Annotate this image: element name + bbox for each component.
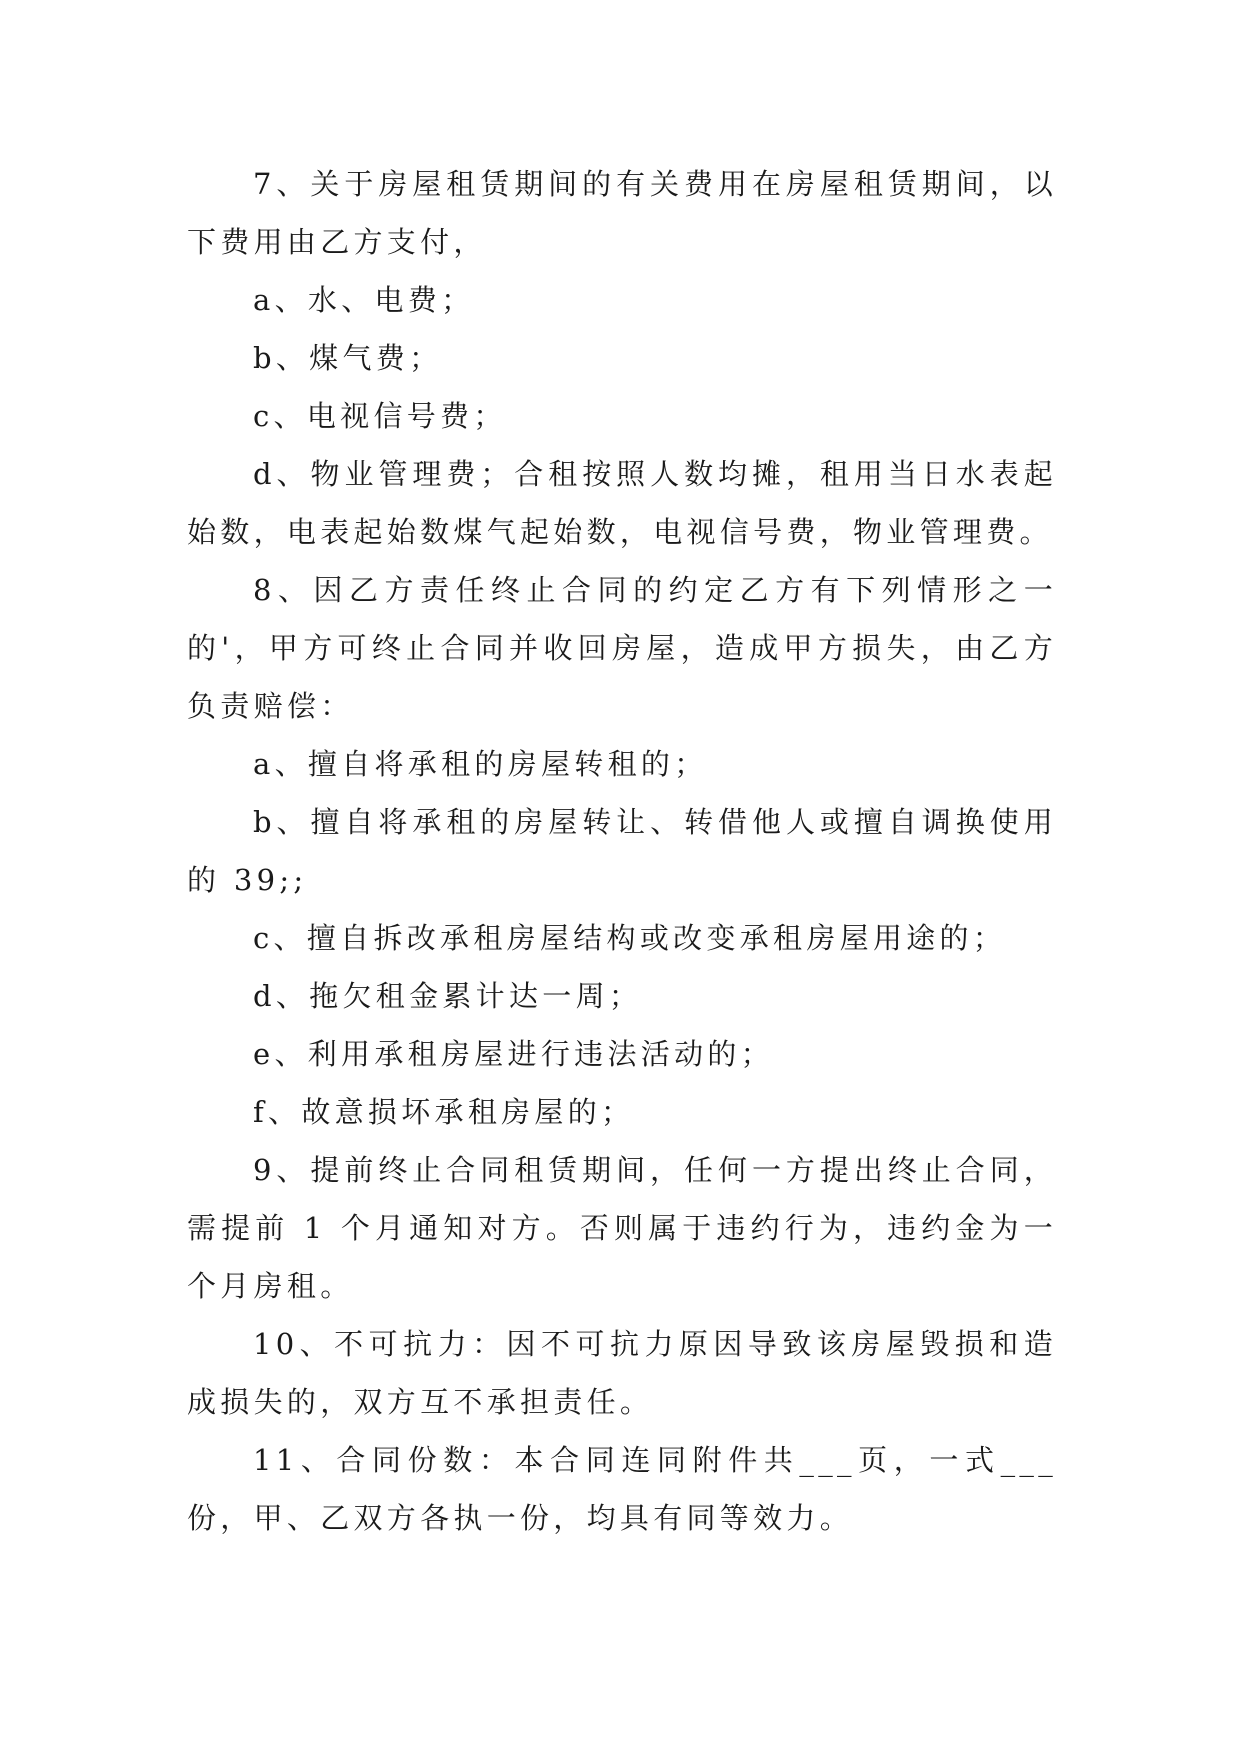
clause-8-termination: 8、因乙方责任终止合同的约定乙方有下列情形之一的'，甲方可终止合同并收回房屋，造成甲方损失，由乙方负责赔偿： xyxy=(187,573,1057,723)
contract-body xyxy=(187,155,1057,1547)
clause-8-item-a: a、擅自将承租的房屋转租的； xyxy=(253,747,708,781)
clause-7-fees: 7、关于房屋租赁期间的有关费用在房屋租赁期间，以下费用由乙方支付， xyxy=(187,167,1057,259)
clause-8-item-f: f、故意损坏承租房屋的； xyxy=(253,1095,635,1129)
clause-10-force-majeure: 10、不可抗力：因不可抗力原因导致该房屋毁损和造成损失的，双方互不承担责任。 xyxy=(187,1327,1057,1419)
clause-8-item-b: b、擅自将承租的房屋转让、转借他人或擅自调换使用的 39;; xyxy=(187,805,1057,897)
clause-7-item-c: c、电视信号费； xyxy=(253,399,507,433)
clause-7-item-d: d、物业管理费；合租按照人数均摊，租用当日水表起始数，电表起始数煤气起始数，电视信号费，物业管理费。 xyxy=(187,457,1057,549)
clause-8-item-d: d、拖欠租金累计达一周； xyxy=(253,979,643,1013)
clause-8-item-e: e、利用承租房屋进行违法活动的； xyxy=(253,1037,774,1071)
clause-7-item-b: b、煤气费； xyxy=(253,341,443,375)
clause-8-item-c: c、擅自拆改承租房屋结构或改变承租房屋用途的； xyxy=(253,921,1007,955)
clause-7-item-a: a、水、电费； xyxy=(253,283,475,317)
clause-11-copies: 11、合同份数：本合同连同附件共___页，一式___份，甲、乙双方各执一份，均具有同等效力。 xyxy=(187,1443,1057,1535)
clause-9-early-termination: 9、提前终止合同租赁期间，任何一方提出终止合同，需提前 1 个月通知对方。否则属于违约行为，违约金为一个月房租。 xyxy=(187,1153,1057,1303)
